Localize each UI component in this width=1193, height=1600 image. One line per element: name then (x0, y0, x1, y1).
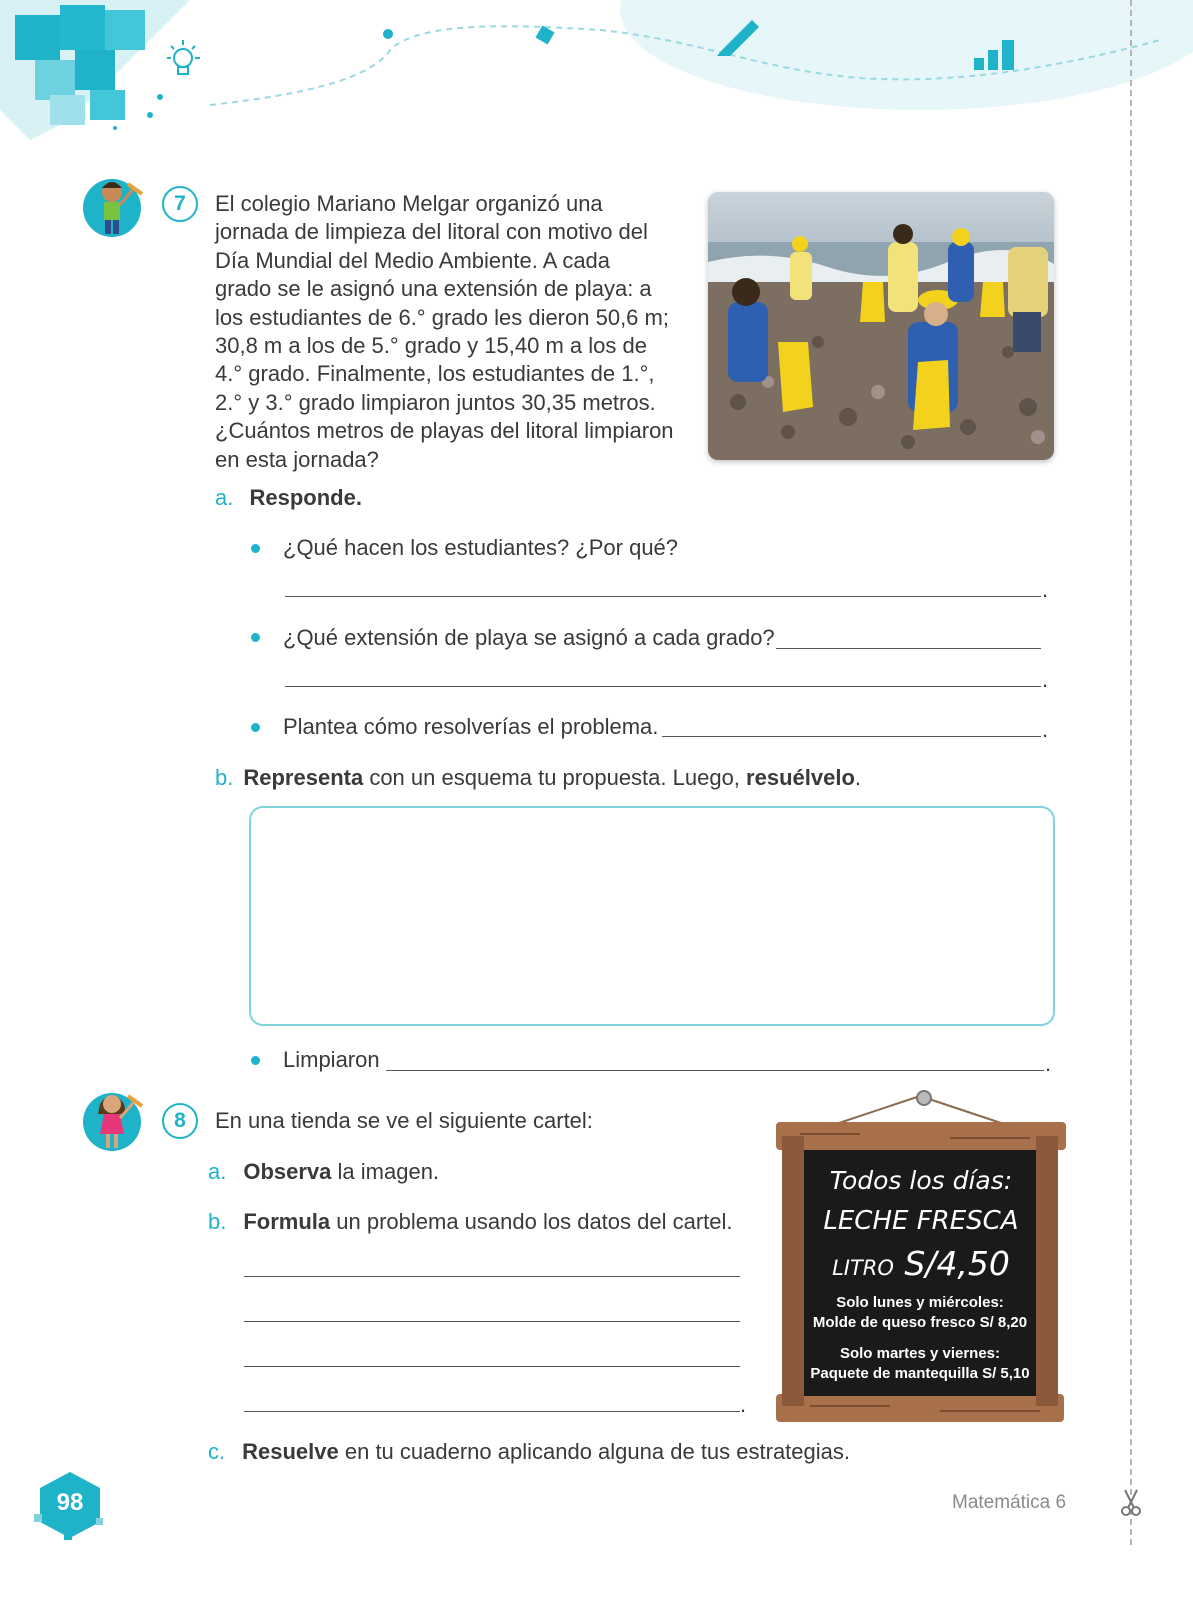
chalkboard-sign (770, 1086, 1070, 1426)
line-period: . (1042, 667, 1049, 692)
answer-line[interactable] (244, 1276, 740, 1277)
statement-line: 30,8 m a los de 5.° grado y 15,40 m a los de (215, 333, 647, 359)
sign-line-6: Solo martes y viernes: (839, 1345, 1001, 1362)
answer-line[interactable] (244, 1411, 740, 1412)
header-decoration (0, 0, 1193, 150)
line-period: . (1042, 717, 1049, 742)
bullet-question-1: ¿Qué hacen los estudiantes? ¿Por qué? (283, 535, 679, 560)
lightbulb-icon (162, 38, 206, 84)
part-label: Responde. (249, 485, 362, 510)
book-title: Matemática 6 (952, 1492, 1067, 1513)
part-b-verb: Formula (243, 1209, 331, 1234)
sign-line-5: Molde de queso fresco S/ 8,20 (812, 1314, 1028, 1331)
statement-line: Día Mundial del Medio Ambiente. A cada (215, 247, 611, 273)
bullet-icon (251, 1056, 260, 1065)
sign-line-4: Solo lunes y miércoles: (836, 1294, 1004, 1311)
question-8-part-c (208, 1438, 850, 1466)
pencil-icon (712, 12, 764, 56)
statement-line: los estudiantes de 6.° grado les dieron 50,6 m; (215, 304, 669, 330)
answer-line[interactable] (285, 686, 1041, 687)
scissors-icon (1120, 1488, 1142, 1518)
sign-line-3-label: LITRO (832, 1256, 894, 1280)
statement-line: 2.° y 3.° grado limpiaron juntos 30,35 metros. (215, 389, 656, 415)
boy-avatar-icon (82, 170, 148, 242)
question-7-part-b (215, 764, 861, 792)
bullet-question-3: Plantea cómo resolverías el problema. (283, 714, 659, 739)
question-7-number: 7 (162, 186, 198, 222)
part-letter: c. (208, 1439, 226, 1464)
answer-line[interactable] (776, 648, 1041, 649)
scheme-answer-box[interactable] (249, 806, 1055, 1026)
bullet-question-2: ¿Qué extensión de playa se asignó a cada grado? (283, 625, 775, 650)
part-b-text-2: . (854, 765, 862, 790)
part-b-verb-1: Representa (243, 765, 364, 790)
part-b-verb-2: resuélvelo (746, 765, 855, 790)
sign-line-1: Todos los días: (829, 1166, 1013, 1195)
question-8-number: 8 (162, 1103, 198, 1139)
line-period: . (740, 1392, 747, 1417)
sign-line-2: LECHE FRESCA (823, 1206, 1019, 1236)
statement-line: en esta jornada? (215, 446, 379, 472)
bullet-icon (251, 544, 260, 553)
part-b-text: un problema usando los datos del cartel. (330, 1209, 733, 1234)
answer-line[interactable] (244, 1366, 740, 1367)
statement-line: El colegio Mariano Melgar organizó una (215, 191, 603, 216)
answer-line[interactable] (285, 596, 1041, 597)
part-a-verb: Observa (243, 1159, 332, 1184)
statement-line: grado se le asignó una extensión de playa: a (215, 276, 652, 302)
page-number: 98 (56, 1489, 84, 1516)
part-letter: b. (208, 1209, 227, 1234)
question-7-part-a (215, 484, 362, 512)
bullet-icon (251, 723, 260, 732)
beach-cleanup-photo (708, 192, 1054, 460)
question-8-intro: En una tienda se ve el siguiente cartel: (215, 1108, 593, 1133)
cut-line (1130, 0, 1132, 1545)
part-c-verb: Resuelve (242, 1439, 339, 1464)
statement-line: jornada de limpieza del litoral con motivo del (215, 219, 648, 245)
sign-line-7: Paquete de mantequilla S/ 5,10 (810, 1365, 1030, 1382)
part-letter: b. (215, 765, 234, 790)
question-7-statement (215, 190, 695, 474)
bar-chart-icon (972, 36, 1020, 72)
bullet-limpiaron: Limpiaron (283, 1047, 380, 1072)
statement-line: ¿Cuántos metros de playas del litoral limpiaron (215, 418, 674, 444)
sign-line-3-price: S/4,50 (904, 1244, 1010, 1283)
sign-price-row (810, 1244, 1032, 1283)
statement-line: 4.° grado. Finalmente, los estudiantes de 1.°, (215, 361, 655, 387)
girl-avatar-icon (82, 1082, 148, 1154)
question-8-part-a (208, 1158, 439, 1186)
part-b-text-1: con un esquema tu propuesta. Luego, (363, 765, 747, 790)
question-8-part-b (208, 1208, 733, 1236)
answer-line[interactable] (244, 1321, 740, 1322)
part-letter: a. (208, 1159, 227, 1184)
part-c-text: en tu cuaderno aplicando alguna de tus estrategias. (338, 1439, 851, 1464)
part-letter: a. (215, 485, 234, 510)
answer-line[interactable] (662, 736, 1041, 737)
line-period: . (1045, 1051, 1052, 1076)
bullet-icon (251, 633, 260, 642)
line-period: . (1042, 577, 1049, 602)
part-a-text: la imagen. (331, 1159, 440, 1184)
answer-line[interactable] (386, 1070, 1044, 1071)
